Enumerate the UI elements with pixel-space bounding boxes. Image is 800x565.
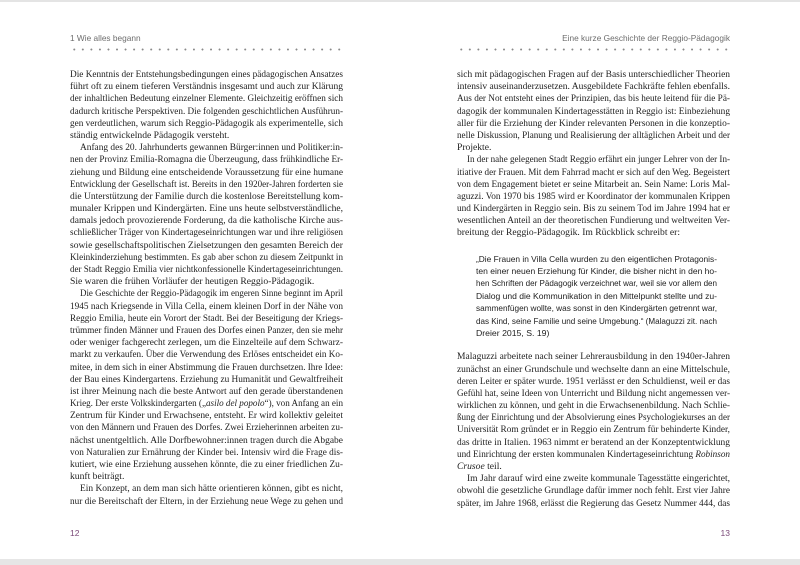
text-line: [457, 412, 730, 424]
text-line: [457, 461, 730, 473]
text-line-content: Reggio Emilia, heute ein Vorort der Stadt. Bei der Beseitigung der Kriegs-: [70, 312, 343, 324]
text-line-content: Crusoe teil.: [457, 461, 502, 473]
italic-term: asilo del popolo: [205, 398, 265, 410]
text-line: [70, 106, 343, 118]
text-line-content: itiative der Frauen. Mit dem Fahrrad macht er sich auf den Weg. Begeistert: [457, 166, 730, 178]
text-line: [457, 191, 730, 203]
text-line: [70, 215, 343, 227]
body-text: [70, 69, 343, 508]
text-line-content: ßung der Einrichtung und der Absolvierung eines Psychologiekurses an der: [457, 412, 730, 424]
text-line: [457, 437, 730, 449]
text-line: [70, 264, 343, 276]
text-line-content: kutiert, wie eine Erziehung aussehen könnte, die zu einer friedlichen Zu-: [70, 459, 343, 470]
text-line-content: oder weniger fachgerecht zerlegen, um die Einzelteile auf dem Schwarz-: [70, 337, 343, 349]
text-line-content: intensiv auseinanderzusetzen. Ausgebildete Fachkräfte fehlen ebenfalls.: [457, 81, 730, 93]
text-line-content: Zentrum für Kinder und Erwachsene, entsteht. Er wird kollektiv geleitet: [70, 410, 343, 422]
text-line: [457, 203, 730, 215]
text-line-content: der Stadt Reggio Emilia vier nichtkonfessionelle Kindertageseinrichtungen.: [70, 264, 343, 275]
text-line-content: nächst unentgeltlich. Alle Dorfbewohner:innen tragen durch die Abgabe: [70, 434, 343, 446]
text-line: [457, 215, 730, 227]
text-line-content: deren Leiter er später wurde. 1951 verlässt er den Schuldienst, weil er das: [457, 375, 730, 387]
text-line: [70, 471, 343, 483]
block-quote: [476, 253, 717, 340]
text-line: [70, 69, 343, 81]
running-head: 1 Wie alles begann: [70, 33, 141, 43]
text-line: [70, 325, 343, 337]
text-line: [70, 93, 343, 105]
text-line: [476, 265, 717, 277]
text-line: [70, 301, 343, 313]
text-line-content: sowie gesellschaftspolitischen Zielsetzungen den gesamten Bereich der: [70, 239, 343, 251]
text-line-content: Krieg. Der erste Volkskindergarten („asilo del popolo“), von Anfang an ein: [70, 398, 343, 410]
text-line-content: 1945 nach Kriegsende in Villa Cella, einem kleinen Dorf in der Nähe von: [70, 300, 343, 312]
text-line: [70, 313, 343, 325]
text-line: [70, 191, 343, 203]
text-line: [457, 167, 730, 179]
text-line-content: später, im Jahre 1968, erlässt die Regierung das Gesetz Nummer 444, das: [457, 497, 730, 509]
text-line-content: Universität Rom gründet er in Reggio ein Zentrum für behinderte Kinder,: [457, 424, 730, 436]
text-line-content: aguzzi. Von 1970 bis 1985 wird er Koordinator der kommunalen Krippen: [457, 190, 730, 202]
text-line-content: nelle Diskussion, Planung und Realisierung der alltäglichen Arbeit und der: [457, 129, 730, 141]
text-line: [457, 498, 730, 510]
text-line-content: nen der Provinz Emilia-Romagna die Überzeugung, dass frühkindliche Er-: [70, 154, 343, 166]
text-line-content: der Bau eines Kindergartens. Erziehung zu Humanität und Gewaltfreiheit: [70, 373, 343, 385]
text-line: [70, 374, 343, 386]
text-line: [476, 327, 717, 339]
text-line-content: der inhaltlichen Bedeutung einzelner Elemente. Gleichzeitig eröffnen sich: [70, 93, 343, 105]
text-line-content: Ein Konzept, an dem man sich hätte orientieren können, gibt es nicht,: [80, 483, 343, 495]
text-line: [70, 337, 343, 349]
text-line: [70, 81, 343, 93]
text-line: [457, 400, 730, 412]
paragraph: [70, 483, 343, 507]
text-line: [70, 386, 343, 398]
text-line-content: gen verdeutlichen, warum sich Reggio-Pädagogik als experimentelle, sich: [70, 117, 343, 129]
text-line-content: sich mit pädagogischen Fragen auf der Basis unterschiedlicher Theorien: [457, 69, 730, 80]
text-line: [457, 388, 730, 400]
text-line-content: Dreier 2015, S. 19): [476, 327, 550, 338]
text-line-content: das dritte in Italien. 1963 nimmt er beratend an der Konzeptentwicklung: [457, 436, 730, 448]
text-line-content: wirklichen zu können, und geht in die Erwachsenenbildung. Nach Schlie-: [457, 400, 730, 412]
text-line-content: munaler Krippen und Kindergärten. Eine uns heute selbstverständliche,: [70, 203, 343, 215]
text-line: [476, 290, 717, 302]
text-line-content: von dem Engagement bietet er seine Mitarbeit an. Sein Name: Loris Mal-: [457, 178, 730, 190]
text-line: [457, 106, 730, 118]
text-line-content: von Naturalien zur Ernährung der Kinder bei. Intensiv wird die Frage dis-: [70, 446, 343, 458]
text-line-content: markt zu verkaufen. Über die Verwendung des Erlöses entscheidet ein Ko-: [70, 349, 343, 361]
text-line: [457, 69, 730, 81]
text-line: [457, 449, 730, 461]
paragraph: [457, 154, 730, 239]
text-line-content: die Unterstützung der Familie durch die kostenlose Bereitstellung kom-: [70, 190, 343, 202]
text-line: [70, 435, 343, 447]
text-line-content: schließlicher Träger von Kindertageseinrichtungen war und ihre religiösen: [70, 227, 343, 239]
text-line-content: In der nahe gelegenen Stadt Reggio erfährt ein junger Lehrer von der In-: [467, 154, 730, 166]
text-line-content: trümmer finden Männer und Frauen des Dorfes einen Panzer, den sie mehr: [70, 324, 343, 336]
text-line: [457, 364, 730, 376]
text-line: [70, 240, 343, 252]
text-line-content: Kleinkinderziehung bestimmten. Es gab aber schon zu diesem Zeitpunkt in: [70, 251, 343, 263]
text-line: [457, 227, 730, 239]
bottom-edge: [0, 559, 800, 565]
text-line: [70, 252, 343, 264]
text-line-content: Die Geschichte der Reggio-Pädagogik im engeren Sinne beginnt im April: [80, 288, 343, 300]
text-line: [70, 422, 343, 434]
text-line-content: Entwicklung der Gesellschaft ist. Bereits in den 1920er-Jahren forderten sie: [70, 178, 343, 190]
text-line: [70, 349, 343, 361]
text-line: [70, 410, 343, 422]
text-line: [457, 154, 730, 166]
text-line: [70, 227, 343, 239]
text-line: [476, 253, 717, 265]
text-line: [457, 130, 730, 142]
text-line-content: ziehung und Bildung eine entscheidende Voraussetzung für eine humane: [70, 166, 343, 178]
text-line-content: aller für die Erziehung der Kinder relevanten Personen in die konzeptio-: [457, 117, 730, 129]
text-line: [457, 81, 730, 93]
text-line: [70, 167, 343, 179]
text-line: [70, 142, 343, 154]
text-line-content: wesentlichen Anteil an der theoretischen Fundierung und weltweiten Ver-: [457, 215, 730, 227]
text-line: [70, 459, 343, 471]
text-line-content: Anfang des 20. Jahrhunderts gewannen Bürger:innen und Politiker:in-: [80, 142, 343, 154]
text-line: [457, 376, 730, 388]
text-line: [457, 351, 730, 363]
text-line: [70, 118, 343, 130]
paragraph: [70, 69, 343, 142]
dotted-rule: [70, 48, 345, 51]
text-line-content: Die Kenntnis der Entstehungsbedingungen eines pädagogischen Ansatzes: [70, 69, 343, 80]
text-line: [457, 485, 730, 497]
running-head: Eine kurze Geschichte der Reggio-Pädagogik: [562, 33, 730, 43]
text-line: [70, 179, 343, 191]
text-line-content: und Kindergärten in Reggio sein. Bis zu seinem Tod im Jahre 1994 hat er: [457, 203, 730, 215]
text-line: [70, 496, 343, 508]
text-line: [70, 447, 343, 459]
text-line: [70, 130, 343, 142]
text-line: [70, 276, 343, 288]
text-line-content: Gefühl hat, seine Ideen von Unterricht und Bildung nicht angemessen ver-: [457, 387, 730, 399]
text-line: [457, 424, 730, 436]
text-line: [476, 277, 717, 289]
text-line-content: breitung der Reggio-Pädagogik. Im Rückblick schreibt er:: [457, 227, 680, 239]
text-line-content: kunft beiträgt.: [70, 471, 125, 483]
text-line: [70, 288, 343, 300]
paragraph: [70, 142, 343, 288]
text-line: [70, 398, 343, 410]
text-line-content: sammenfügen wollte, was sonst in den Kindergärten getrennt war,: [476, 303, 717, 314]
text-line: [457, 142, 730, 154]
text-line-content: Aus der Not entsteht eines der Prinzipien, das bis heute leitend für die Pä-: [457, 93, 730, 105]
italic-term: Crusoe: [457, 461, 485, 473]
text-line-content: dadurch kritische Perspektiven. Die folgenden geschichtlichen Ausführun-: [70, 105, 343, 117]
text-line-content: Projekte.: [457, 142, 492, 154]
text-line-content: das Kind, seine Familie und seine Umgebung.“ (Malaguzzi zit. nach: [476, 315, 717, 326]
text-line-content: nur die Bereitschaft der Eltern, in der Erziehung neue Wege zu gehen und: [70, 495, 343, 507]
text-line-content: ständig entwickelnde Pädagogik versteht.: [70, 129, 230, 141]
text-line-content: Dialog und die Kommunikation in den Mittelpunkt stellte und zu-: [476, 290, 717, 301]
text-line: [70, 203, 343, 215]
paragraph: [70, 288, 343, 483]
text-line-content: zunächst an einer Grundschule und wechselte dann an eine Mittelschule,: [457, 363, 730, 375]
paragraph: [457, 473, 730, 510]
text-line-content: und Einrichtung der ersten kommunalen Kindertageseinrichtung Robinson: [457, 448, 730, 460]
dotted-rule: [457, 48, 732, 51]
text-line: [70, 483, 343, 495]
text-line-content: ten einer neuen Erziehung für Kinder, die bisher nicht in den ho-: [476, 266, 717, 277]
text-line: [457, 93, 730, 105]
text-line: [476, 302, 717, 314]
text-line-content: hen Schriften der Pädagogik verzeichnet war, weil sie vor allem den: [476, 278, 717, 289]
text-line-content: damals jedoch provozierende Forderung, da die katholische Kirche aus-: [70, 215, 343, 227]
text-line-content: obwohl die gesetzliche Grundlage dafür immer noch fehlt. Erst vier Jahre: [457, 485, 730, 497]
text-line: [476, 315, 717, 327]
page-number: 12: [70, 528, 80, 538]
body-text: [457, 69, 730, 510]
text-line-content: dagogik der kommunalen Kindertagesstätten in Reggio ist: Einbeziehung: [457, 105, 730, 117]
page-number: 13: [720, 528, 730, 538]
text-line-content: Im Jahr darauf wird eine zweite kommunale Tagesstätte eingerichtet,: [467, 473, 730, 485]
italic-term: Robinson: [695, 448, 730, 460]
text-line: [70, 154, 343, 166]
text-line: [457, 473, 730, 485]
text-line-content: von den Männern und Frauen des Dorfes. Zwei Erzieherinnen arbeiten zu-: [70, 422, 343, 434]
text-line-content: Malaguzzi arbeitete nach seiner Lehrerausbildung in den 1940er-Jahren: [457, 351, 730, 363]
paragraph: [457, 69, 730, 154]
left-page: [70, 0, 343, 559]
text-line-content: führt oft zu einem tieferen Verständnis insgesamt und auch zur Klärung: [70, 81, 343, 93]
text-line-content: „Die Frauen in Villa Cella wurden zu den eigentlichen Protagonis-: [476, 253, 717, 264]
text-line: [457, 179, 730, 191]
paragraph: [457, 351, 730, 473]
right-page: [457, 0, 730, 559]
text-line-content: ist ihrer Meinung nach die beste Antwort auf den gerade überstandenen: [70, 385, 343, 397]
text-line: [70, 362, 343, 374]
text-line-content: Sie waren die frühen Vorläufer der heutigen Reggio-Pädagogik.: [70, 276, 315, 288]
text-line: [457, 118, 730, 130]
text-line-content: mitee, in dem sich in einer Abstimmung die Frauen durchsetzen. Ihre Idee:: [70, 361, 343, 373]
